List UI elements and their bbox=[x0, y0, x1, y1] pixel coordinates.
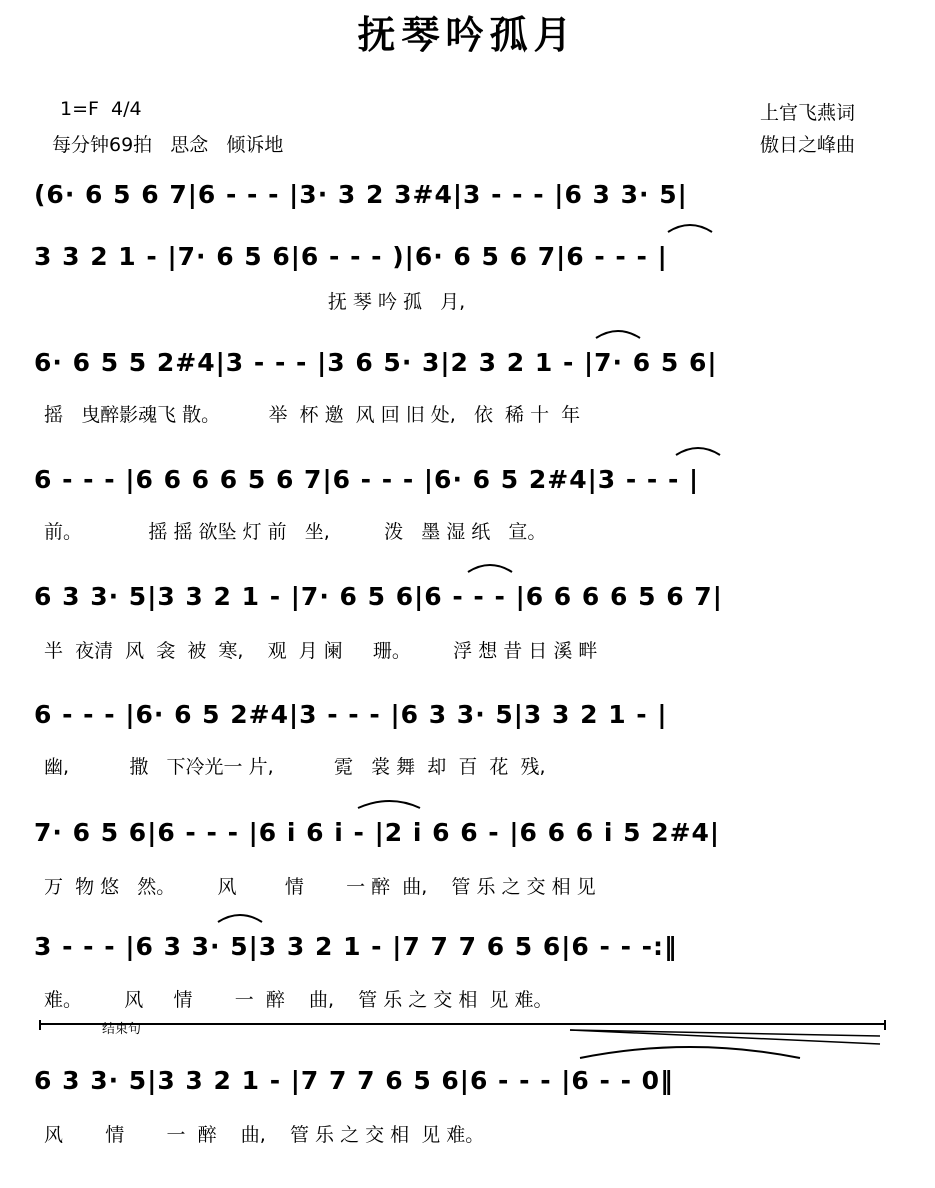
lyrics-line-9: 风 情 一 醉 曲, 管 乐 之 交 相 见 难。 bbox=[44, 1124, 485, 1146]
notation-line-1: (6· 6 5 6 7|6 - - - |3· 3 2 3#4|3 - - - |6 3 3· 5| bbox=[34, 180, 688, 209]
slur-mark bbox=[580, 1047, 800, 1058]
notation-line-4: 6 - - - |6 6 6 6 5 6 7|6 - - - |6· 6 5 2#4|3 - - - | bbox=[34, 465, 700, 494]
lyrics-line-6: 幽, 撒 下冷光一 片, 霓 裳 舞 却 百 花 残, bbox=[44, 756, 546, 778]
notation-line-3: 6· 6 5 5 2#4|3 - - - |3 6 5· 3|2 3 2 1 - |7· 6 5 6| bbox=[34, 348, 718, 377]
lyrics-line-4: 前。 摇 摇 欲坠 灯 前 坐, 泼 墨 湿 纸 宣。 bbox=[44, 521, 547, 543]
slur-mark bbox=[218, 915, 262, 922]
decrescendo-lower bbox=[570, 1030, 880, 1036]
lyricist-credit: 上官飞燕词 bbox=[760, 102, 856, 124]
score-title: 抚琴吟孤月 bbox=[357, 12, 578, 57]
notation-line-6: 6 - - - |6· 6 5 2#4|3 - - - |6 3 3· 5|3 3 2 1 - | bbox=[34, 700, 668, 729]
composer-credit: 傲日之峰曲 bbox=[760, 134, 856, 156]
slur-mark bbox=[468, 565, 512, 572]
lyrics-line-8: 难。 风 情 一 醉 曲, 管 乐 之 交 相 见 难。 bbox=[44, 989, 553, 1011]
ending-phrase-label: 结束句 bbox=[100, 1018, 143, 1037]
slur-mark bbox=[596, 331, 640, 338]
notation-line-2: 3 3 2 1 - |7· 6 5 6|6 - - - )|6· 6 5 6 7|6 - - - | bbox=[34, 242, 668, 271]
lyrics-line-5: 半 夜清 风 衾 被 寒, 观 月 阑 珊。 浮 想 昔 日 溪 畔 bbox=[44, 640, 598, 662]
tempo-marking: 每分钟69拍 思念 倾诉地 bbox=[52, 134, 284, 156]
lyrics-line-7: 万 物 悠 然。 风 情 一 醉 曲, 管 乐 之 交 相 见 bbox=[44, 876, 596, 898]
lyrics-line-2: 抚 琴 吟 孤 月, bbox=[44, 291, 466, 313]
notation-line-5: 6 3 3· 5|3 3 2 1 - |7· 6 5 6|6 - - - |6 6 6 6 5 6 7| bbox=[34, 582, 723, 611]
slur-mark bbox=[676, 448, 720, 455]
notation-line-7: 7· 6 5 6|6 - - - |6 i 6 i - |2 i 6 6 - |6 6 6 i 5 2#4| bbox=[34, 818, 721, 847]
lyrics-line-3: 摇 曳醉影魂飞 散。 举 杯 邀 风 回 旧 处, 依 稀 十 年 bbox=[44, 404, 581, 426]
slur-mark bbox=[358, 801, 420, 808]
slur-mark bbox=[668, 225, 712, 232]
key-signature: 1=F 4/4 bbox=[60, 98, 142, 120]
decrescendo-upper bbox=[570, 1030, 880, 1044]
notation-line-8: 3 - - - |6 3 3· 5|3 3 2 1 - |7 7 7 6 5 6|6 - - -:‖ bbox=[34, 932, 678, 961]
notation-line-9: 6 3 3· 5|3 3 2 1 - |7 7 7 6 5 6|6 - - - |6 - - 0‖ bbox=[34, 1066, 674, 1095]
